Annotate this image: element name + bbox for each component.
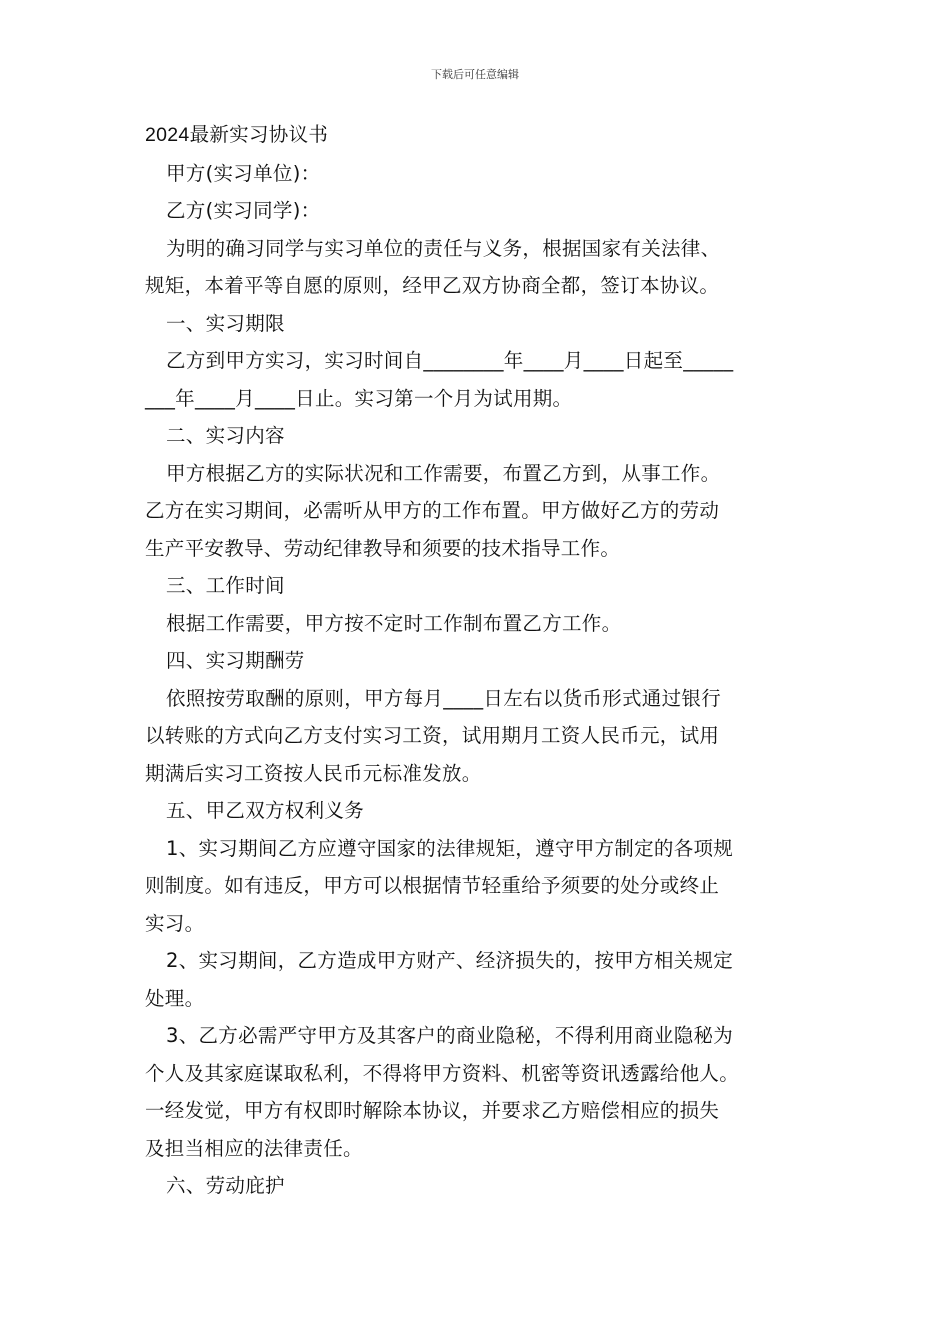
document-line: 3、乙方必需严守甲方及其客户的商业隐秘，不得利用商业隐秘为 — [166, 1024, 734, 1047]
document-line: 个人及其家庭谋取私利，不得将甲方资料、机密等资讯透露给他人。 — [145, 1061, 740, 1085]
document-line: 根据工作需要，甲方按不定时工作制布置乙方工作。 — [166, 611, 622, 635]
document-line: 2、实习期间，乙方造成甲方财产、经济损失的，按甲方相关规定 — [166, 949, 734, 972]
document-title: 2024最新实习协议书 — [145, 124, 329, 146]
document-line: 实习。 — [145, 911, 205, 935]
document-body — [145, 117, 815, 1205]
document-line: 甲方根据乙方的实际状况和工作需要，布置乙方到，从事工作。 — [166, 461, 721, 485]
document-line: 三、工作时间 — [166, 574, 285, 597]
document-line: 及担当相应的法律责任。 — [145, 1136, 363, 1160]
document-line: 乙方在实习期间，必需听从甲方的工作布置。甲方做好乙方的劳动 — [145, 499, 720, 522]
document-line: 1、实习期间乙方应遵守国家的法律规矩，遵守甲方制定的各项规 — [166, 836, 734, 860]
document-line: 一经发觉，甲方有权即时解除本协议，并要求乙方赔偿相应的损失 — [145, 1099, 720, 1122]
document-line: 则制度。如有违反，甲方可以根据情节轻重给予须要的处分或终止 — [145, 874, 720, 897]
document-line: 为明的确习同学与实习单位的责任与义务，根据国家有关法律、 — [166, 236, 721, 260]
document-line: ___年____月____日止。实习第一个月为试用期。 — [145, 386, 573, 410]
document-line: 乙方到甲方实习，实习时间自________年____月____日起至_____ — [166, 349, 734, 372]
document-line: 规矩，本着平等自愿的原则，经甲乙双方协商全都，签订本协议。 — [145, 274, 720, 297]
document-line: 甲方(实习单位)： — [166, 161, 321, 185]
document-line: 四、实习期酬劳 — [166, 649, 305, 672]
document-line: 处理。 — [145, 986, 205, 1010]
document-line: 五、甲乙双方权利义务 — [166, 799, 365, 822]
document-line: 生产平安教导、劳动纪律教导和须要的技术指导工作。 — [145, 536, 621, 560]
document-line: 六、劳动庇护 — [166, 1174, 285, 1197]
document-line: 乙方(实习同学)： — [166, 199, 321, 222]
document-line: 期满后实习工资按人民币元标准发放。 — [145, 761, 482, 785]
document-paragraphs — [145, 155, 815, 1205]
page-header-note: 下载后可任意编辑 — [431, 68, 519, 81]
document-line: 二、实习内容 — [166, 424, 285, 447]
document-line: 一、实习期限 — [166, 311, 285, 335]
document-line: 依照按劳取酬的原则，甲方每月____日左右以货币形式通过银行 — [166, 686, 721, 710]
document-line: 以转账的方式向乙方支付实习工资，试用期月工资人民币元，试用 — [145, 724, 720, 747]
